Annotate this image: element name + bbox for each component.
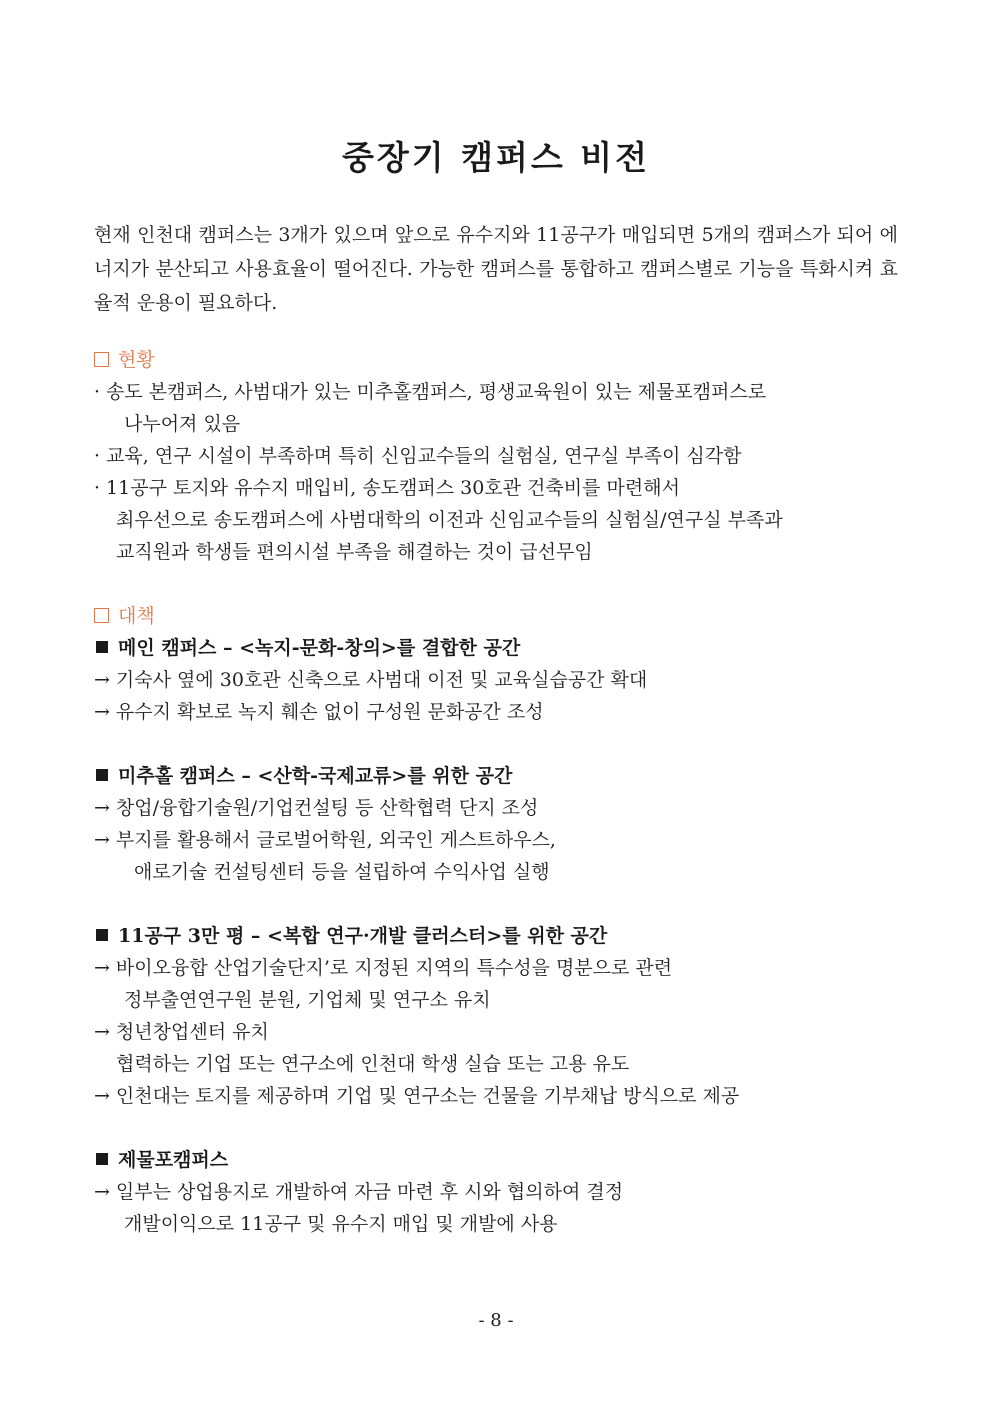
- black-square-icon: [96, 769, 108, 781]
- measure-line: → 청년창업센터 유치: [94, 1021, 269, 1043]
- arrow-right-icon: →: [94, 669, 110, 691]
- black-square-icon: [96, 641, 108, 653]
- checkbox-outline-icon: [94, 608, 109, 623]
- arrow-right-icon: →: [94, 797, 110, 819]
- bullet-dot-icon: ·: [94, 381, 101, 403]
- measures-heading: [94, 601, 155, 631]
- arrow-right-icon: →: [94, 1021, 110, 1043]
- status-line: · 송도 본캠퍼스, 사범대가 있는 미추홀캠퍼스, 평생교육원이 있는 제물포캠퍼스로: [94, 381, 767, 403]
- measure-title-main-campus: 메인 캠퍼스 – <녹지-문화-창의>를 결합한 공간: [94, 633, 520, 663]
- measure-line: → 일부는 상업용지로 개발하여 자금 마련 후 시와 협의하여 결정: [94, 1181, 624, 1203]
- measure-line-continuation: 정부출연연구원 분원, 기업체 및 연구소 유치: [124, 989, 491, 1011]
- bullet-dot-icon: ·: [94, 445, 101, 467]
- measure-line: → 인천대는 토지를 제공하며 기업 및 연구소는 건물을 기부채납 방식으로 제공: [94, 1085, 740, 1107]
- black-square-icon: [96, 929, 108, 941]
- page-title: 중장기 캠퍼스 비전: [341, 138, 650, 177]
- measure-line: → 유수지 확보로 녹지 훼손 없이 구성원 문화공간 조성: [94, 701, 544, 723]
- arrow-right-icon: →: [94, 957, 110, 979]
- measure-line-continuation: 협력하는 기업 또는 연구소에 인천대 학생 실습 또는 고용 유도: [116, 1053, 630, 1075]
- measure-line: → 창업/융합기술원/기업컨설팅 등 산학협력 단지 조성: [94, 797, 539, 819]
- status-heading: [94, 345, 155, 375]
- checkbox-outline-icon: [94, 352, 109, 367]
- status-heading-label: 현황: [118, 349, 155, 371]
- status-line-continuation: 나누어져 있음: [124, 413, 241, 435]
- status-line-continuation: 교직원과 학생들 편의시설 부족을 해결하는 것이 급선무임: [116, 541, 593, 563]
- measure-line: → 바이오융합 산업기술단지’로 지정된 지역의 특수성을 명분으로 관련: [94, 957, 673, 979]
- measure-line: → 부지를 활용해서 글로벌어학원, 외국인 게스트하우스,: [94, 829, 556, 851]
- arrow-right-icon: →: [94, 829, 110, 851]
- intro-paragraph: 현재 인천대 캠퍼스는 3개가 있으며 앞으로 유수지와 11공구가 매입되면 5개의 캠퍼스가 되어 에너지가 분산되고 사용효율이 떨어진다. 가능한 캠퍼스를 통합하고 캠퍼스별로 기능을 특화시켜 효율적 운용이 필요하다.: [94, 224, 898, 314]
- arrow-right-icon: →: [94, 701, 110, 723]
- measure-title-michuhol-campus: 미추홀 캠퍼스 – <산학-국제교류>를 위한 공간: [94, 761, 512, 791]
- status-line: · 교육, 연구 시설이 부족하며 특히 신임교수들의 실험실, 연구실 부족이 심각함: [94, 445, 742, 467]
- black-square-icon: [96, 1153, 108, 1165]
- page-number: - 8 -: [478, 1310, 514, 1331]
- measure-line: → 기숙사 옆에 30호관 신축으로 사범대 이전 및 교육실습공간 확대: [94, 669, 648, 691]
- measure-title-district-11: 11공구 3만 평 – <복합 연구·개발 클러스터>를 위한 공간: [94, 921, 607, 951]
- measure-line-continuation: 개발이익으로 11공구 및 유수지 매입 및 개발에 사용: [124, 1213, 558, 1235]
- arrow-right-icon: →: [94, 1085, 110, 1107]
- bullet-dot-icon: ·: [94, 477, 101, 499]
- status-line: · 11공구 토지와 유수지 매입비, 송도캠퍼스 30호관 건축비를 마련해서: [94, 477, 680, 499]
- arrow-right-icon: →: [94, 1181, 110, 1203]
- status-line-continuation: 최우선으로 송도캠퍼스에 사범대학의 이전과 신임교수들의 실험실/연구실 부족과: [116, 509, 783, 531]
- measures-heading-label: 대책: [118, 605, 155, 627]
- measure-line-continuation: 애로기술 컨설팅센터 등을 설립하여 수익사업 실행: [134, 861, 550, 883]
- measure-title-jemulpo-campus: 제물포캠퍼스: [94, 1145, 228, 1175]
